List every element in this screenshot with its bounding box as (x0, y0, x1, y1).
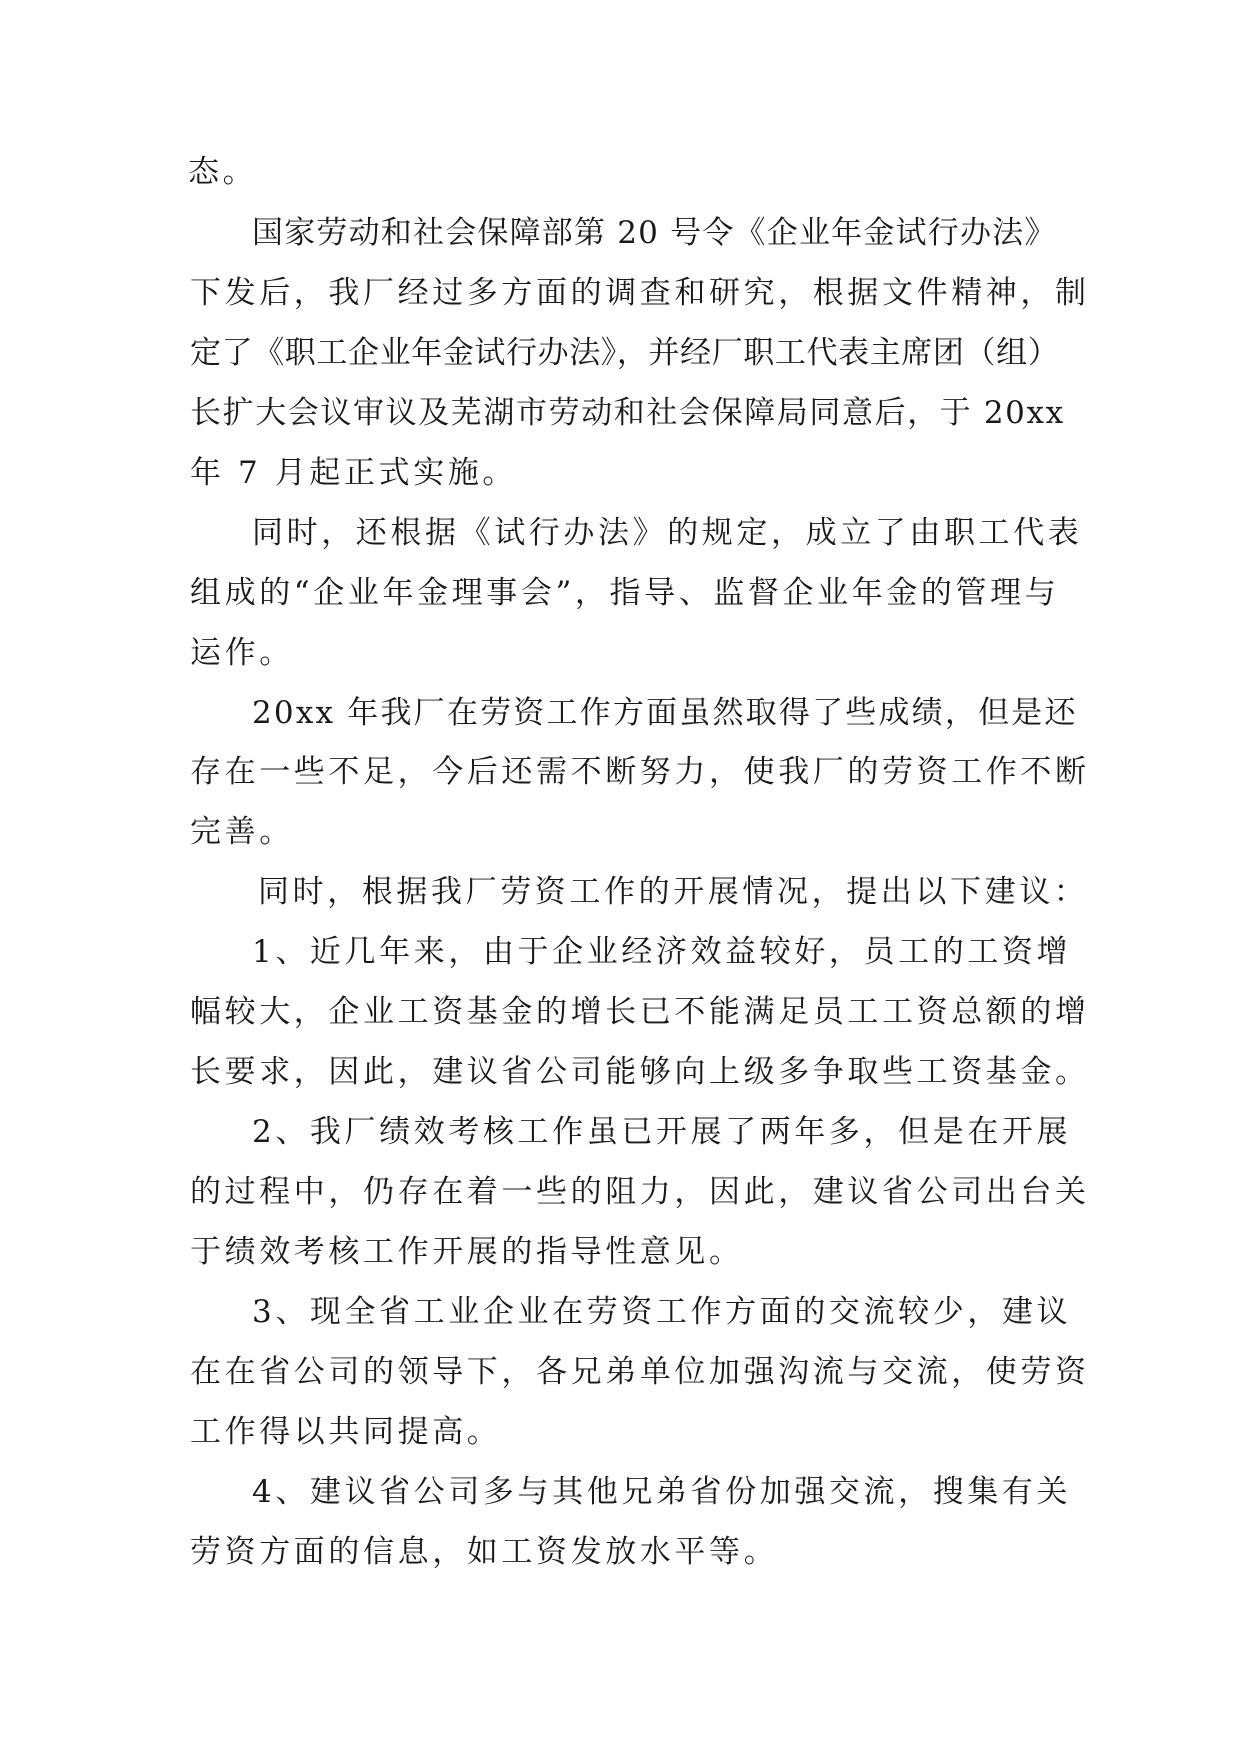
text-line: 于绩效考核工作开展的指导性意见。 (190, 1234, 744, 1270)
text-line: 完善。 (190, 814, 294, 850)
text-line: 工作得以共同提高。 (190, 1414, 502, 1450)
text-line: 4、建议省公司多与其他兄弟省份加强交流，搜集有关 (252, 1474, 1072, 1510)
text-line: 劳资方面的信息，如工资发放水平等。 (190, 1534, 779, 1570)
text-line: 年 7 月起正式实施。 (190, 455, 518, 491)
text-line: 国家劳动和社会保障部第 20 号令《企业年金试行办法》 (252, 215, 1057, 251)
text-line: 长扩大会议审议及芜湖市劳动和社会保障局同意后，于 20xx (190, 395, 1065, 431)
text-line: 同时，还根据《试行办法》的规定，成立了由职工代表 (252, 515, 1083, 551)
text-line: 组成的“企业年金理事会”，指导、监督企业年金的管理与 (190, 575, 1060, 611)
text-line: 20xx 年我厂在劳资工作方面虽然取得了些成绩，但是还 (252, 695, 1078, 731)
text-line: 存在一些不足，今后还需不断努力，使我厂的劳资工作不断 (190, 754, 1090, 790)
text-line: 定了《职工企业年金试行办法》，并经厂职工代表主席团（组） (190, 335, 1060, 371)
text-line: 同时，根据我厂劳资工作的开展情况，提出以下建议： (258, 874, 1089, 910)
text-line: 长要求，因此，建议省公司能够向上级多争取些工资基金。 (190, 1054, 1090, 1090)
text-line: 运作。 (190, 635, 294, 671)
text-line: 下发后，我厂经过多方面的调查和研究，根据文件精神，制 (190, 275, 1090, 311)
text-line: 3、现全省工业企业在劳资工作方面的交流较少，建议 (252, 1294, 1072, 1330)
text-line: 2、我厂绩效考核工作虽已开展了两年多，但是在开展 (252, 1114, 1072, 1150)
text-line: 幅较大，企业工资基金的增长已不能满足员工工资总额的增 (190, 994, 1090, 1030)
text-line: 1、近几年来，由于企业经济效益较好，员工的工资增 (252, 934, 1072, 970)
text-line: 在在省公司的领导下，各兄弟单位加强沟流与交流，使劳资 (190, 1354, 1090, 1390)
text-line: 的过程中，仍存在着一些的阻力，因此，建议省公司出台关 (190, 1174, 1090, 1210)
text-line: 态。 (188, 154, 258, 190)
